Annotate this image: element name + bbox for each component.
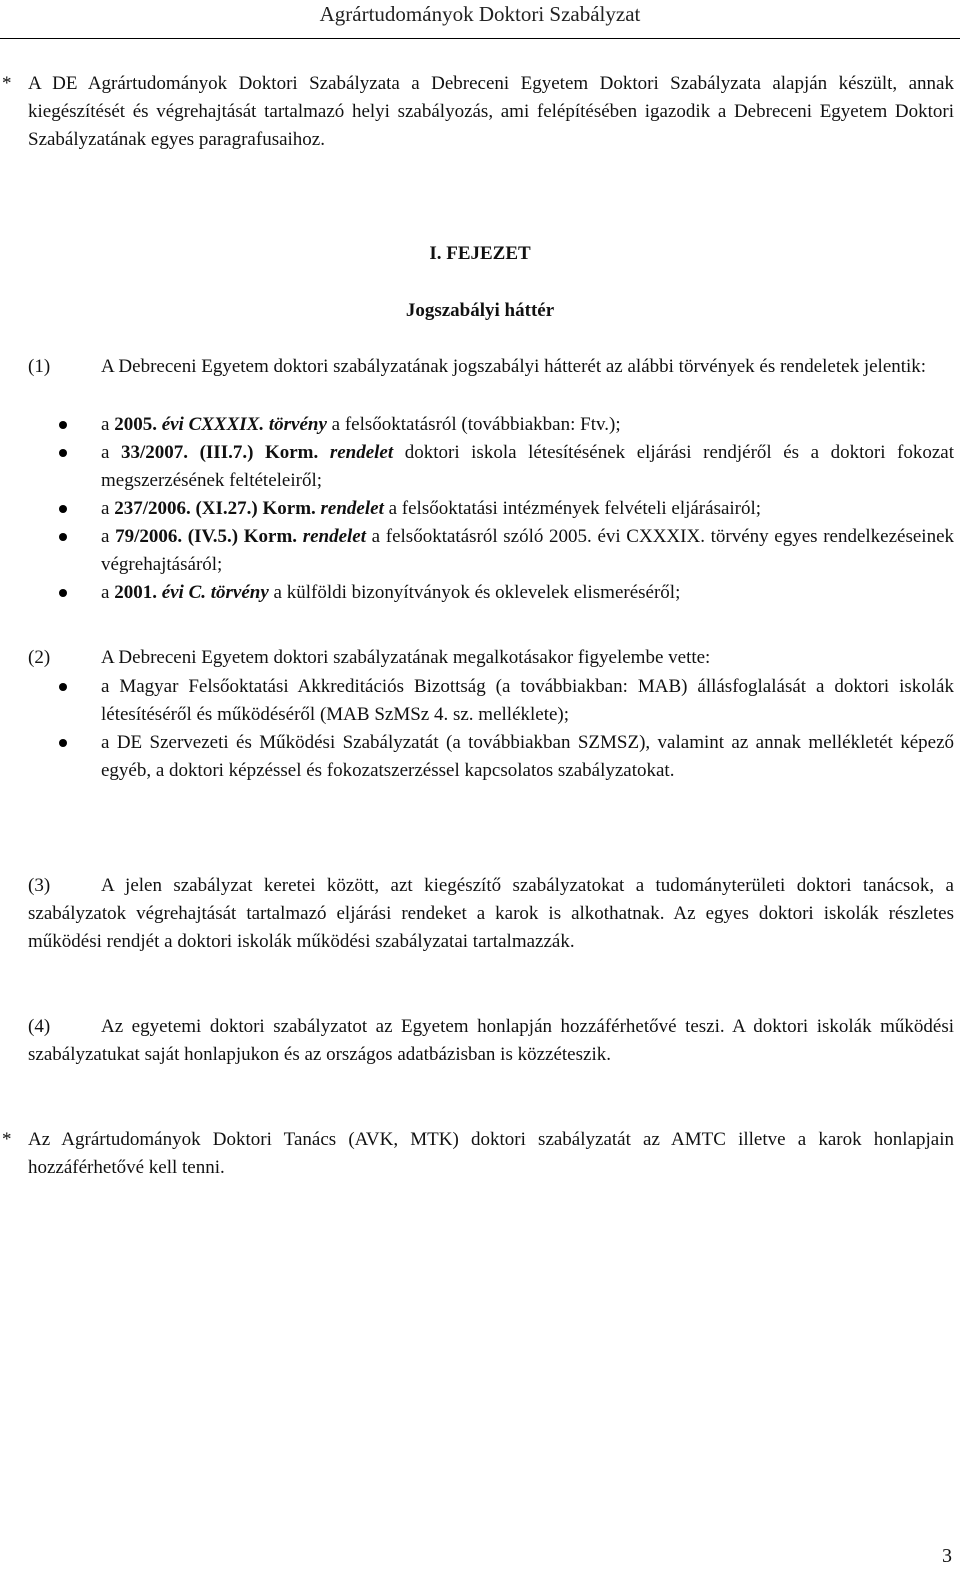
section-2-number: (2) — [28, 647, 51, 668]
list-item: a 2001. évi C. törvény a külföldi bizonyítványok és oklevelek elismeréséről; — [28, 579, 954, 607]
header-rule — [0, 38, 960, 39]
closing-note — [2, 1126, 954, 1182]
list-item: a 33/2007. (III.7.) Korm. rendelet doktori iskola létesítésének eljárási rendjéről és a doktori fokozat megszerzésének feltételeiről; — [28, 439, 954, 495]
section-2-intro — [28, 644, 954, 672]
section-4-text: Az egyetemi doktori szabályzatot az Egyetem honlapján hozzáférhetővé teszi. A doktori iskolák működési szabályzatukat saját honlapjukon és az országos adatbázisban is közzéteszik. — [28, 1016, 954, 1065]
intro-note — [2, 70, 954, 154]
list-item: a 237/2006. (XI.27.) Korm. rendelet a felsőoktatási intézmények felvételi eljárásairól; — [28, 495, 954, 523]
intro-note-marker: * — [2, 73, 12, 94]
section-3 — [28, 872, 954, 956]
section-4-number: (4) — [28, 1016, 51, 1037]
intro-note-text: A DE Agrártudományok Doktori Szabályzata a Debreceni Egyetem Doktori Szabályzata alapján készült, annak kiegészítését és végrehajtását tartalmazó helyi szabályozás, ami felépítésében igazodik a Debreceni Egyetem Doktori Szabályzatának egyes paragrafusaihoz. — [28, 73, 954, 150]
closing-note-marker: * — [2, 1129, 12, 1150]
section-1-intro — [28, 353, 954, 381]
list-item: a 79/2006. (IV.5.) Korm. rendelet a felsőoktatásról szóló 2005. évi CXXXIX. törvény egyes rendelkezéseinek végrehajtásáról; — [28, 523, 954, 579]
section-1-intro-text: A Debreceni Egyetem doktori szabályzatának jogszabályi hátterét az alábbi törvények és rendeletek jelentik: — [101, 356, 927, 377]
page-number: 3 — [942, 1545, 952, 1567]
section-1-number: (1) — [28, 356, 51, 377]
running-header: Agrártudományok Doktori Szabályzat — [319, 2, 641, 26]
section-4 — [28, 1013, 954, 1069]
section-3-text: A jelen szabályzat keretei között, azt kiegészítő szabályzatokat a tudományterületi doktori tanácsok, a szabályzatok végrehajtását tartalmazó eljárási rendeket a karok is alkothatnak. Az egyes doktori iskolák részletes működési rendjét a doktori iskolák működési szabályzatai tartalmazzák. — [28, 875, 954, 952]
section-1-list — [28, 411, 954, 607]
list-item: a Magyar Felsőoktatási Akkreditációs Bizottság (a továbbiakban: MAB) állásfoglalását a doktori iskolák létesítéséről és működéséről (MAB SzMSz 4. sz. melléklete); — [28, 673, 954, 729]
section-2-list — [28, 673, 954, 785]
closing-note-text: Az Agrártudományok Doktori Tanács (AVK, MTK) doktori szabályzatát az AMTC illetve a karok honlapjain hozzáférhetővé kell tenni. — [28, 1129, 954, 1178]
chapter-subtitle: Jogszabályi háttér — [405, 300, 555, 321]
section-2-intro-text: A Debreceni Egyetem doktori szabályzatának megalkotásakor figyelembe vette: — [101, 647, 711, 668]
chapter-title: I. FEJEZET — [429, 243, 531, 264]
list-item: a 2005. évi CXXXIX. törvény a felsőoktatásról (továbbiakban: Ftv.); — [28, 411, 954, 439]
section-3-number: (3) — [28, 875, 51, 896]
list-item: a DE Szervezeti és Működési Szabályzatát (a továbbiakban SZMSZ), valamint az annak mellékletét képező egyéb, a doktori képzéssel és fokozatszerzéssel kapcsolatos szabályzatokat. — [28, 729, 954, 785]
